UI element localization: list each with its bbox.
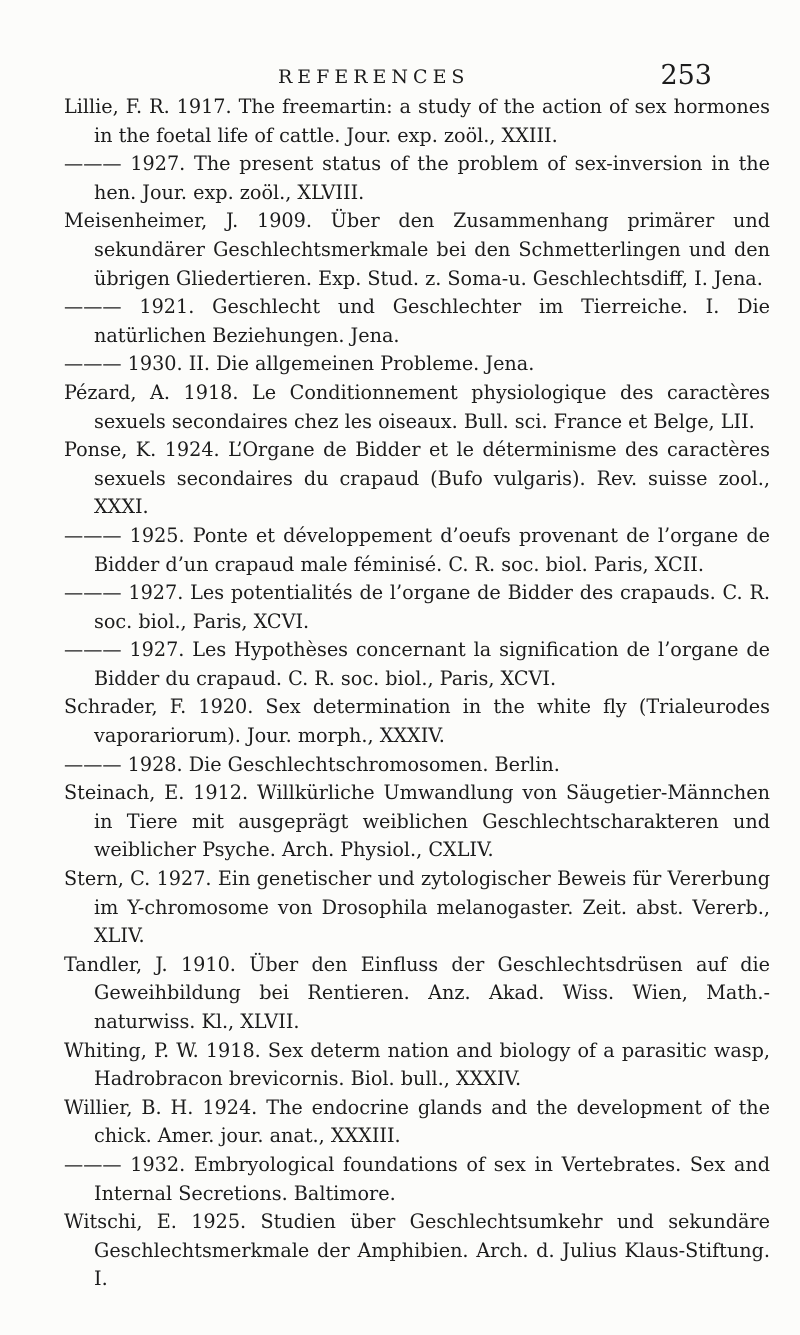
reference-entry: Lillie, F. R. 1917. The freemartin: a study of the action of sex hormones in the foetal life of cattle. Jour. exp. zoöl., XXIII. bbox=[64, 95, 770, 147]
reference-entry: Whiting, P. W. 1918. Sex determ nation and biology of a parasitic wasp, Hadrobracon brevicornis. Biol. bull., XXXIV. bbox=[64, 1038, 770, 1091]
reference-entry: Meisenheimer, J. 1909. Über den Zusammenhang primärer und sekundärer Geschlechtsmerkmale bei den Schmetterlingen und den übrigen Gliedertieren. Exp. Stud. z. Soma-u. Geschlechtsdiff, I. Jena. bbox=[64, 209, 770, 290]
reference-entry: Schrader, F. 1920. Sex determination in the white fly (Trialeurodes vaporariorum). Jour. morph., XXXIV. bbox=[64, 695, 770, 748]
reference-entry: ——— 1928. Die Geschlechtschromosomen. Berlin. bbox=[64, 752, 560, 776]
reference-entry: Witschi, E. 1925. Studien über Geschlechtsumkehr und sekundäre Geschlechtsmerkmale der Amphibien. Arch. d. Julius Klaus-Stiftung. I. bbox=[64, 1210, 770, 1291]
reference-entry: Ponse, K. 1924. L’Organe de Bidder et le déterminisme des caractères sexuels secondaires du crapaud (Bufo vulgaris). Rev. suisse zool., XXXI. bbox=[64, 438, 770, 519]
reference-entry: Pézard, A. 1918. Le Conditionnement physiologique des caractères sexuels secondaires chez les oiseaux. Bull. sci. France et Belge, LII. bbox=[64, 380, 770, 433]
reference-entry: ——— 1925. Ponte et développement d’oeufs provenant de l’organe de Bidder d’un crapaud male féminisé. C. R. soc. biol. Paris, XCII. bbox=[64, 523, 770, 576]
reference-entry: ——— 1927. Les potentialités de l’organe de Bidder des crapauds. C. R. soc. biol., Paris, XCVI. bbox=[64, 581, 770, 633]
reference-entry: ——— 1927. The present status of the problem of sex-inversion in the hen. Jour. exp. zoöl., XLVIII. bbox=[64, 152, 770, 204]
reference-list bbox=[64, 93, 770, 1294]
reference-entry: ——— 1932. Embryological foundations of sex in Vertebrates. Sex and Internal Secretions. Baltimore. bbox=[64, 1152, 770, 1205]
reference-entry: ——— 1930. II. Die allgemeinen Probleme. Jena. bbox=[64, 352, 535, 376]
page-number: 253 bbox=[660, 60, 712, 91]
reference-entry: Tandler, J. 1910. Über den Einfluss der Geschlechtsdrüsen auf die Geweihbildung bei Rentieren. Anz. Akad. Wiss. Wien, Math.-naturwiss. Kl., XLVII. bbox=[64, 952, 770, 1033]
reference-entry: ——— 1927. Les Hypothèses concernant la signification de l’organe de Bidder du crapaud. C. R. soc. biol., Paris, XCVI. bbox=[64, 638, 770, 690]
reference-entry: Steinach, E. 1912. Willkürliche Umwandlung von Säugetier-Männchen in Tiere mit ausgeprägt weiblichen Geschlechtscharakteren und weiblicher Psyche. Arch. Physiol., CXLIV. bbox=[64, 781, 770, 862]
reference-entry: Stern, C. 1927. Ein genetischer und zytologischer Beweis für Vererbung im Y-chromosome von Drosophila melanogaster. Zeit. abst. Vererb., XLIV. bbox=[64, 867, 770, 948]
reference-entry: ——— 1921. Geschlecht und Geschlechter im Tierreiche. I. Die natürlichen Beziehungen. Jena. bbox=[64, 295, 770, 347]
reference-entry: Willier, B. H. 1924. The endocrine glands and the development of the chick. Amer. jour. anat., XXXIII. bbox=[64, 1095, 770, 1148]
running-head: REFERENCES bbox=[278, 66, 470, 88]
page-header bbox=[278, 60, 712, 94]
